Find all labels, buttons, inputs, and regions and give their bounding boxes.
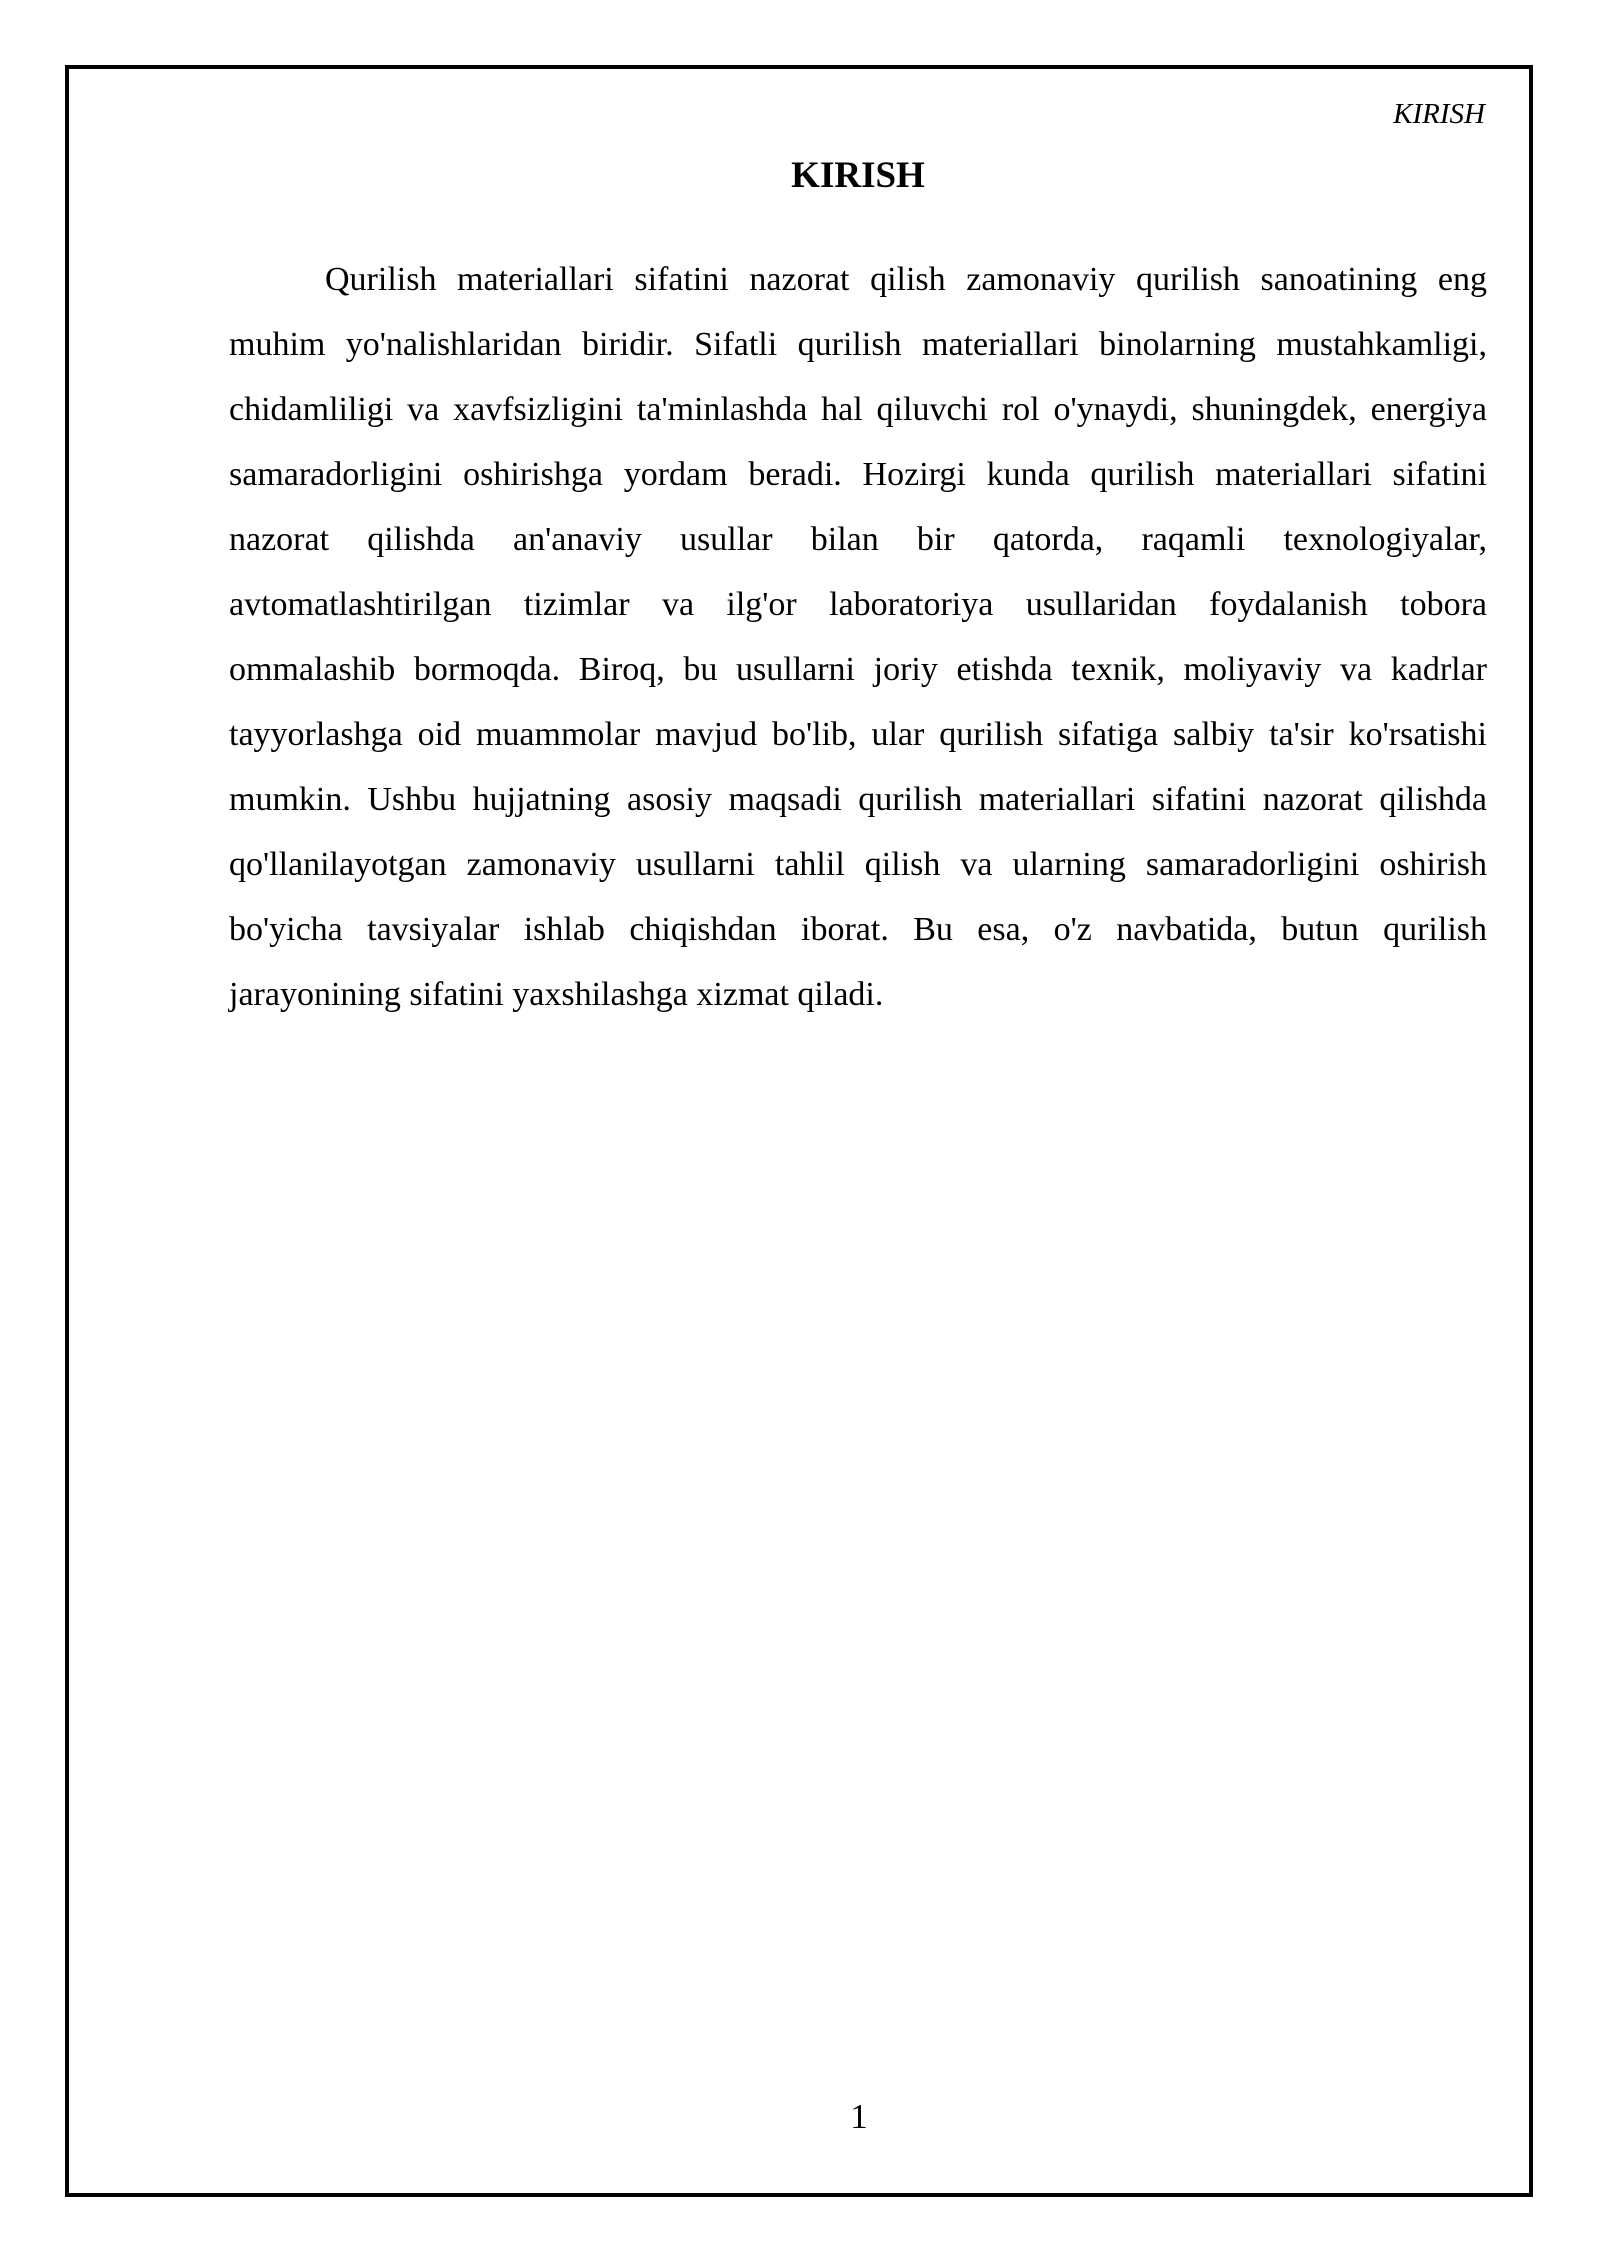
running-header: KIRISH xyxy=(1393,98,1485,130)
body-paragraph: Qurilish materiallari sifatini nazorat qilish zamonaviy qurilish sanoatining eng muhim yo'nalishlaridan biridir. Sifatli qurilish materiallari binolarning mustahkamligi, chidamliligi va xavfsizligini ta'minlashda hal qiluvchi rol o'ynaydi, shuningdek, energiya samaradorligini oshirishga yordam beradi. Hozirgi kunda qurilish materiallari sifatini nazorat qilishda an'anaviy usullar bilan bir qatorda, raqamli texnologiyalar, avtomatlashtirilgan tizimlar va ilg'or laboratoriya usullaridan foydalanish tobora ommalashib bormoqda. Biroq, bu usullarni joriy etishda texnik, moliyaviy va kadrlar tayyorlashga oid muammolar mavjud bo'lib, ular qurilish sifatiga salbiy ta'sir ko'rsatishi mumkin. Ushbu hujjatning asosiy maqsadi qurilish materiallari sifatini nazorat qilishda qo'llanilayotgan zamonaviy usullarni tahlil qilish va ularning samaradorligini oshirish bo'yicha tavsiyalar ishlab chiqishdan iborat. Bu esa, o'z navbatida, butun qurilish jarayonining sifatini yaxshilashga xizmat qiladi. xyxy=(229,261,1487,1013)
page-number: 1 xyxy=(850,2097,868,2136)
page-title: KIRISH xyxy=(791,155,925,196)
